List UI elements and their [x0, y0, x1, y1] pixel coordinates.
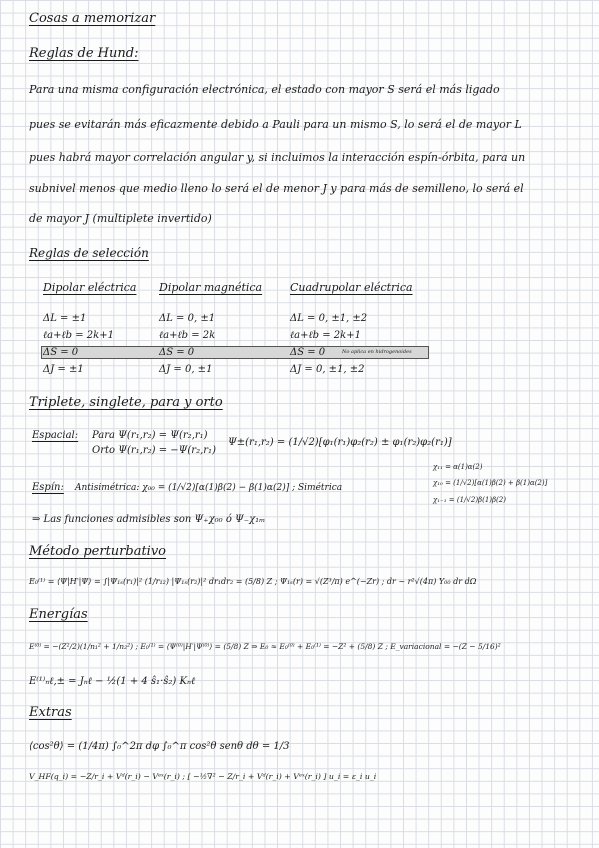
para-line: Para Ψ(r₁,r₂) = Ψ(r₂,r₁) [92, 430, 208, 441]
hund-line-1: Para una misma configuración electrónica, el estado con mayor S será el más ligado [29, 83, 500, 96]
rule-dm-4: ΔJ = 0, ±1 [159, 364, 213, 375]
rule-ce-4: ΔJ = 0, ±1, ±2 [290, 364, 365, 375]
page-title: Cosas a memorizar [29, 11, 156, 26]
espin-label: Espín: [32, 482, 64, 493]
perturbativo-heading: Método perturbativo [29, 544, 167, 559]
rule-ce-1: ΔL = 0, ±1, ±2 [290, 313, 368, 324]
hidrogenoides-note: No aplica en hidrogenoides [342, 349, 412, 355]
sym-chi-11: χ₁₁ = α(1)α(2) [433, 463, 483, 471]
orto-line: Orto Ψ(r₁,r₂) = −Ψ(r₂,r₁) [92, 445, 216, 456]
col-header-cuadrupolar-electrica: Cuadrupolar eléctrica [290, 281, 413, 294]
extras-heading: Extras [29, 705, 72, 720]
hund-line-4: subnivel menos que medio lleno lo será el de menor J y para más de semilleno, lo será el [29, 182, 524, 195]
rule-ce-3: ΔS = 0 [290, 347, 326, 358]
rule-de-2: ℓa+ℓb = 2k+1 [43, 330, 114, 341]
energias-line-2: E⁽¹⁾ₙℓ,± = Jₙℓ − ½(1 + 4 ŝ₁·ŝ₂) Kₙℓ [29, 676, 196, 687]
hund-heading: Reglas de Hund: [29, 46, 139, 61]
extras-line-2: V_HF(q_i) = −Z/r_i + Vᵈ(r_i) − Vᵉˣ(r_i) ; [ −½∇² − Z/r_i + Vᵈ(r_i) + Vᵉˣ(r_i) ] u_i = ε_i u_i [29, 772, 377, 781]
admisibles-line: ⇒ Las funciones admisibles son Ψ₊χ₀₀ ó Ψ₋χ₁ₘ [32, 514, 266, 525]
espacial-formula: Ψ±(r₁,r₂) = (1/√2)[φ₁(r₁)φ₂(r₂) ± φ₁(r₂)φ₂(r₁)] [228, 437, 452, 448]
rule-de-1: ΔL = ±1 [43, 313, 87, 324]
selection-heading: Reglas de selección [29, 246, 149, 260]
hund-line-2: pues se evitarán más eficazmente debido a Pauli para un mismo S, lo será el de mayor L [29, 118, 522, 131]
col-header-dipolar-magnetica: Dipolar magnética [159, 281, 263, 294]
espacial-label: Espacial: [32, 430, 79, 441]
rule-dm-1: ΔL = 0, ±1 [159, 313, 216, 324]
sym-chi-1-minus1: χ₁₋₁ = (1/√2)β(1)β(2) [433, 496, 506, 504]
hund-line-5: de mayor J (multiplete invertido) [29, 212, 212, 225]
col-header-dipolar-electrica: Dipolar eléctrica [43, 281, 137, 294]
energias-heading: Energías [29, 607, 88, 622]
sym-chi-10: χ₁₀ = (1/√2)[α(1)β(2) + β(1)α(2)] [433, 479, 548, 487]
rule-ce-2: ℓa+ℓb = 2k+1 [290, 330, 361, 341]
rule-de-3: ΔS = 0 [43, 347, 79, 358]
rule-dm-2: ℓa+ℓb = 2k [159, 330, 216, 341]
antisym-formula: Antisimétrica: χ₀₀ = (1/√2)[α(1)β(2) − β(1)α(2)] ; Simétrica [75, 483, 343, 493]
perturbativo-formula: E₀⁽¹⁾ = ⟨Ψ|H′|Ψ⟩ = ∫|Ψ₁ₛ(r₁)|² (1/r₁₂) |Ψ₁ₛ(r₂)|² dr₁dr₂ = (5/8) Z ; Ψ₁ₛ(r) = √(Z³/π) e^(−Zr) ; dr ~ r²√(4π) Y₀₀ dr dΩ [29, 577, 477, 586]
extras-line-1: ⟨cos²θ⟩ = (1/4π) ∫₀^2π dφ ∫₀^π cos²θ senθ dθ = 1/3 [29, 741, 290, 752]
energias-line-1: E⁽⁰⁾ = −(Z²/2)(1/n₁² + 1/n₂²) ; E₀⁽¹⁾ = ⟨Ψ⁽⁰⁾|H′|Ψ⁽⁰⁾⟩ = (5/8) Z ⇒ E₀ ≈ E₀⁽⁰⁾ + E₀⁽¹⁾ = −Z² + (5/8) Z ; E_variacional = −(Z − 5/16)² [29, 642, 501, 651]
rule-dm-3: ΔS = 0 [159, 347, 195, 358]
hund-line-3: pues habrá mayor correlación angular y, si incluimos la interacción espín-órbita, para un [29, 151, 526, 164]
triplete-heading: Triplete, singlete, para y orto [29, 395, 223, 410]
rule-de-4: ΔJ = ±1 [43, 364, 84, 375]
